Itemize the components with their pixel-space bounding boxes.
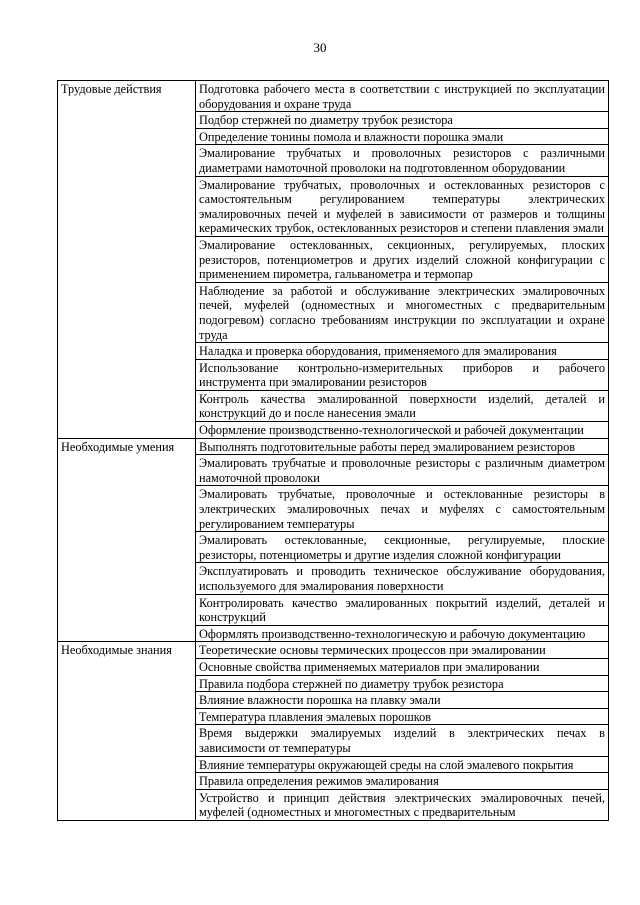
- section-item: Эмалирование остеклованных, секционных, регулируемых, плоских резисторов, потенциометров и других изделий сложной конфигурации с применением пирометра, гальванометра и термопар: [196, 236, 609, 282]
- section-item: Контроль качества эмалированной поверхности изделий, деталей и конструкций до и после нанесения эмали: [196, 390, 609, 421]
- table-row: [58, 81, 609, 112]
- section-item: Устройство и принцип действия электрических эмалировочных печей, муфелей (одноместных и многоместных с предварительным: [196, 789, 609, 820]
- section-item: Эмалировать трубчатые, проволочные и остеклованные резисторы в электрических эмалировочных печах и муфелях с самостоятельным регулированием температуры: [196, 486, 609, 532]
- section-item: Определение тонины помола и влажности порошка эмали: [196, 128, 609, 145]
- section-item: Подготовка рабочего места в соответствии с инструкцией по эксплуатации оборудования и охране труда: [196, 81, 609, 112]
- section-item: Эмалировать трубчатые и проволочные резисторы с различным диаметром намоточной проволоки: [196, 455, 609, 486]
- section-item: Оформление производственно-технологической и рабочей документации: [196, 422, 609, 439]
- section-title-required-knowledge: Необходимые знания: [58, 642, 196, 821]
- section-item: Выполнять подготовительные работы перед эмалированием резисторов: [196, 438, 609, 455]
- section-title-required-skills: Необходимые умения: [58, 438, 196, 642]
- section-item: Оформлять производственно-технологическую и рабочую документацию: [196, 625, 609, 642]
- section-item: Основные свойства применяемых материалов при эмалировании: [196, 658, 609, 675]
- section-item: Температура плавления эмалевых порошков: [196, 708, 609, 725]
- section-item: Наблюдение за работой и обслуживание электрических эмалировочных печей, муфелей (одноместных и многоместных с предварительным подогревом) согласно требованиям инструкции по эксплуатации и охране труда: [196, 282, 609, 342]
- section-item: Правила подбора стержней по диаметру трубок резистора: [196, 675, 609, 692]
- section-item: Влияние температуры окружающей среды на слой эмалевого покрытия: [196, 756, 609, 773]
- page-number: 30: [313, 40, 327, 55]
- table-row: [58, 642, 609, 659]
- requirements-table: [57, 80, 609, 821]
- section-item: Эмалирование трубчатых и проволочных резисторов с различными диаметрами намоточной проволоки на подготовленном оборудовании: [196, 145, 609, 176]
- section-title-labor-actions: Трудовые действия: [58, 81, 196, 439]
- section-item: Наладка и проверка оборудования, применяемого для эмалирования: [196, 343, 609, 360]
- section-item: Контролировать качество эмалированных покрытий изделий, деталей и конструкций: [196, 594, 609, 625]
- section-item: Эмалировать остеклованные, секционные, регулируемые, плоские резисторы, потенциометры и другие изделия сложной конфигурации: [196, 532, 609, 563]
- section-item: Теоретические основы термических процессов при эмалировании: [196, 642, 609, 659]
- table-row: [58, 438, 609, 455]
- section-item: Время выдержки эмалируемых изделий в электрических печах в зависимости от температуры: [196, 725, 609, 756]
- section-item: Эксплуатировать и проводить техническое обслуживание оборудования, используемого для эмалирования поверхности: [196, 563, 609, 594]
- section-item: Подбор стержней по диаметру трубок резистора: [196, 112, 609, 129]
- section-item: Влияние влажности порошка на плавку эмали: [196, 692, 609, 709]
- section-item: Эмалирование трубчатых, проволочных и остеклованных резисторов с самостоятельным регулированием температуры электрических эмалировочных печей и муфелей в зависимости от размеров и толщины керамических трубок, остеклованных резисторов и степени плавления эмали: [196, 176, 609, 236]
- section-item: Правила определения режимов эмалирования: [196, 773, 609, 790]
- section-item: Использование контрольно-измерительных приборов и рабочего инструмента при эмалировании резисторов: [196, 359, 609, 390]
